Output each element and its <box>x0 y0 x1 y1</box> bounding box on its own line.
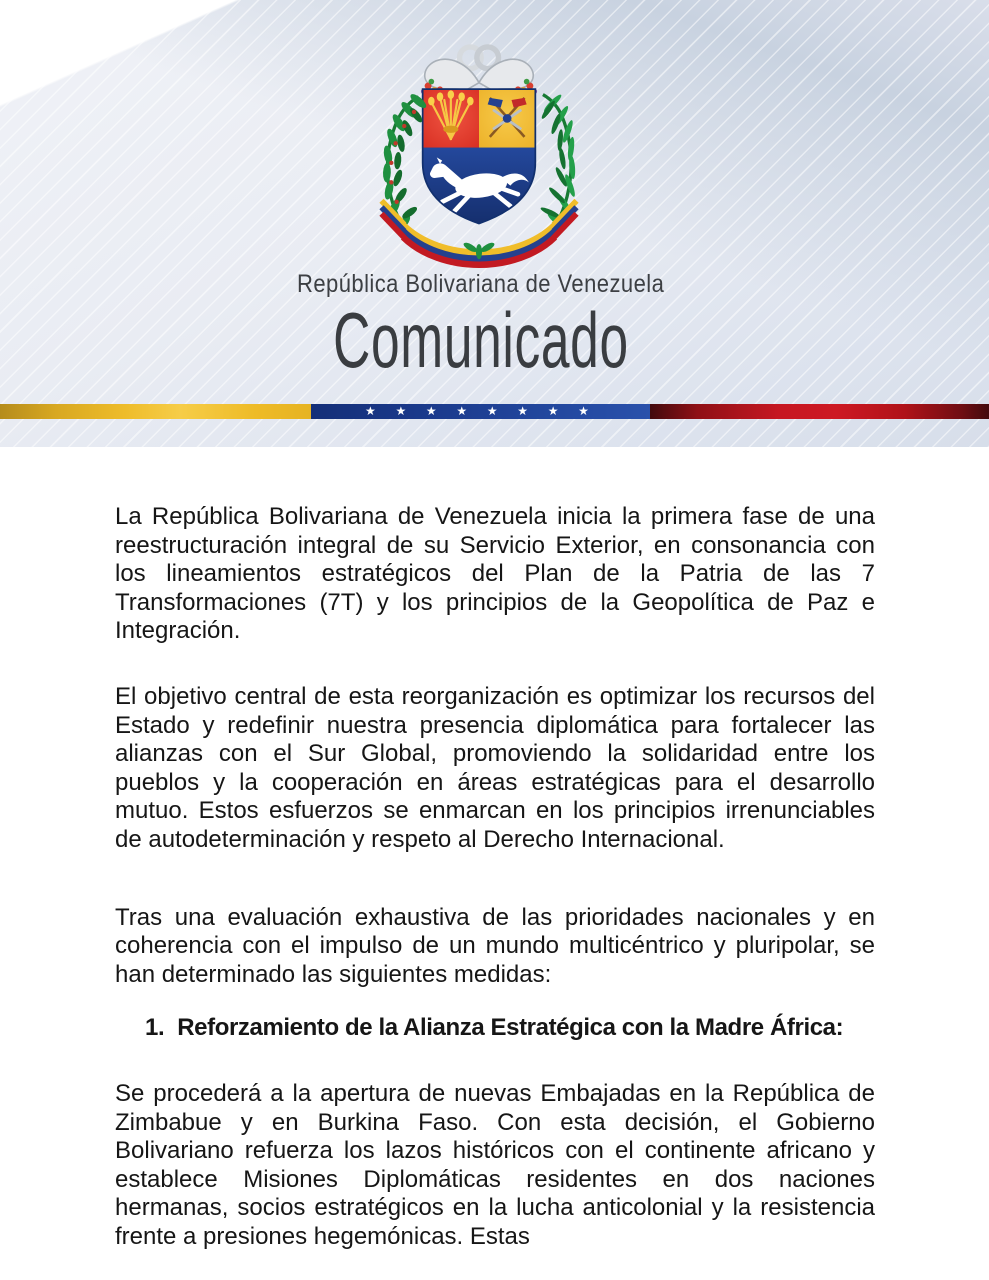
venezuela-coat-of-arms-icon <box>349 22 609 282</box>
numbered-heading <box>115 1014 875 1043</box>
flag-band-blue <box>311 404 650 419</box>
cornucopia-icon <box>421 47 537 94</box>
shield-icon <box>423 89 536 223</box>
paragraph-objective: El objetivo central de esta reorganización es optimizar los recursos del Estado y redefinir nuestra presencia diplomática para fortalecer las alianzas con el Sur Global, promoviendo la solidaridad entre los pueblos y la cooperación en áreas estratégicas para el desarrollo mutuo. Estos esfuerzos se enmarcan en los principios irrenunciables de autodeterminación y respeto al Derecho Internacional. <box>115 682 875 853</box>
star-icon: ★ <box>365 404 376 418</box>
star-icon: ★ <box>578 404 589 418</box>
heading-text: Reforzamiento de la Alianza Estratégica con la Madre África: <box>177 1014 844 1042</box>
flag-band <box>0 404 989 419</box>
star-icon: ★ <box>547 404 559 418</box>
star-icon: ★ <box>425 404 437 418</box>
country-name <box>0 270 989 299</box>
document-body <box>115 503 875 1251</box>
paragraph-intro: La República Bolivariana de Venezuela inicia la primera fase de una reestructuración integral de su Servicio Exterior, en consonancia con los lineamientos estratégicos del Plan de la Patria de las 7 Transformaciones (7T) y los principios de la Geopolítica de Paz e Integración. <box>115 503 875 645</box>
heading-number: 1. <box>145 1014 165 1042</box>
star-icon: ★ <box>517 404 529 418</box>
flag-band-stars <box>365 404 589 419</box>
star-icon: ★ <box>395 404 407 418</box>
star-icon: ★ <box>456 404 468 418</box>
flag-band-red <box>650 404 989 419</box>
star-icon: ★ <box>486 404 498 418</box>
document-header <box>0 0 989 447</box>
flag-band-yellow <box>0 404 311 419</box>
document-title-text: Comunicado <box>332 296 629 384</box>
paragraph-embassies: Se procederá a la apertura de nuevas Embajadas en la República de Zimbabue y en Burkina Faso. Con esta decisión, el Gobierno Bolivariano refuerza los lazos históricos con el continente africano y establece Misiones Diplomáticas residentes en dos naciones hermanas, socios estratégicos en la lucha anticolonial y la resistencia frente a presiones hegemónicas. Estas <box>115 1079 875 1250</box>
country-name-text: República Bolivariana de Venezuela <box>296 270 665 298</box>
paragraph-evaluation: Tras una evaluación exhaustiva de las prioridades nacionales y en coherencia con el impulso de un mundo multicéntrico y pluripolar, se han determinado las siguientes medidas: <box>115 903 875 988</box>
document-title <box>0 296 989 384</box>
